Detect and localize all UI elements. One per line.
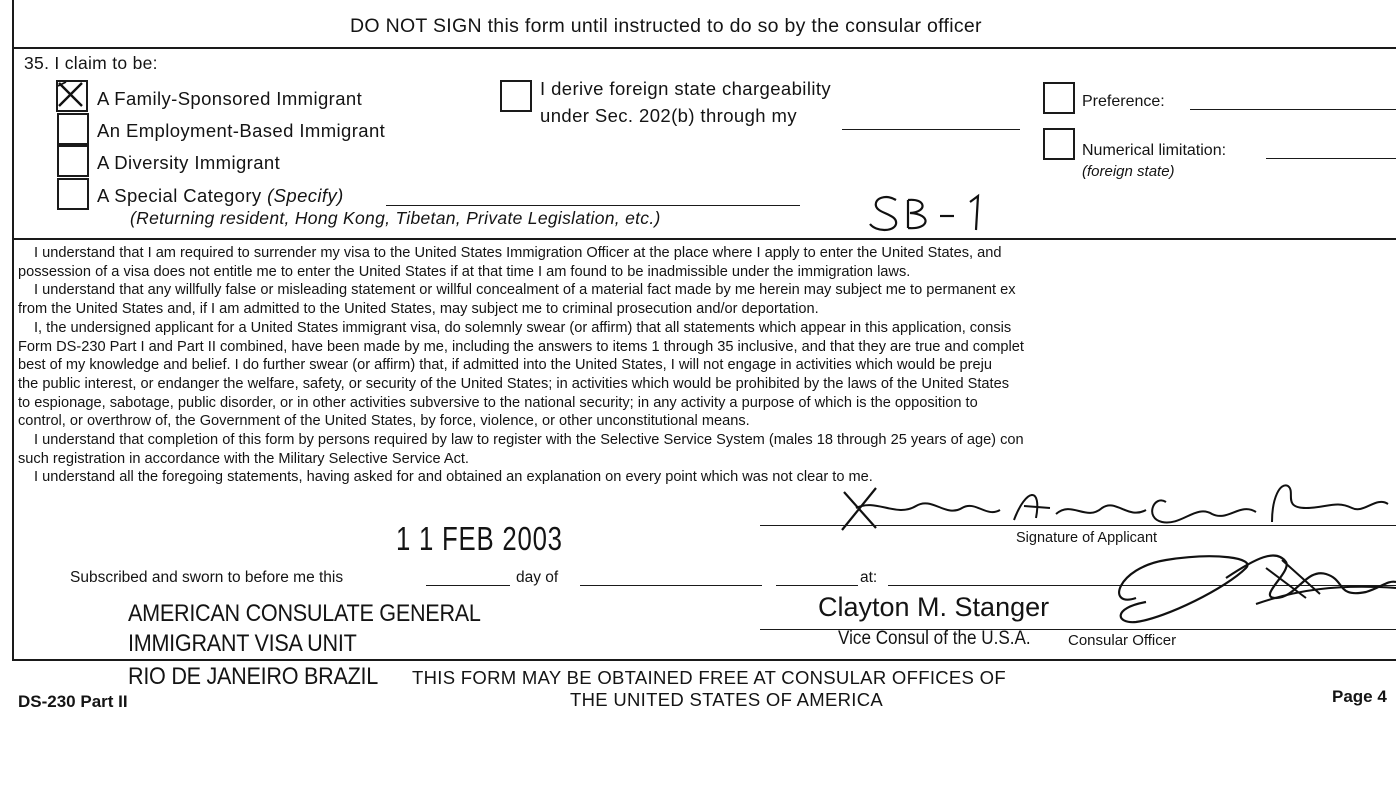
- statements-block: [18, 244, 1396, 487]
- preference-label: Preference:: [1082, 93, 1165, 110]
- claim-divider: [12, 238, 1396, 240]
- diversity-immigrant-label: A Diversity Immigrant: [97, 152, 281, 173]
- consulate-stamp-line2: IMMIGRANT VISA UNIT: [128, 630, 357, 657]
- applicant-signature-line[interactable]: [760, 525, 1396, 526]
- chargeability-line2: under Sec. 202(b) through my: [540, 105, 797, 126]
- statement-p3-line1: I, the undersigned applicant for a United States immigrant visa, do solemnly swear (or affirm) that all statements which appear in this application, consis: [34, 319, 1012, 336]
- employment-based-checkbox[interactable]: [57, 113, 89, 145]
- preference-checkbox[interactable]: [1043, 82, 1075, 114]
- free-notice-line2: THE UNITED STATES OF AMERICA: [570, 689, 883, 710]
- claim-heading: 35. I claim to be:: [24, 53, 158, 73]
- subscribed-text: Subscribed and sworn to before me this: [70, 569, 344, 586]
- year-line[interactable]: [776, 585, 858, 586]
- special-category-line[interactable]: [386, 205, 800, 206]
- handwritten-sb1-signature: [866, 192, 1006, 236]
- day-of-text: day of: [516, 569, 559, 586]
- signature-applicant-label: Signature of Applicant: [1016, 530, 1158, 546]
- applicant-signature: [836, 478, 1396, 538]
- at-text: at:: [860, 569, 878, 586]
- form-id: DS-230 Part II: [18, 692, 128, 711]
- special-category-label: [97, 185, 344, 207]
- statement-p3-line4: the public interest, or endanger the welfare, safety, or security of the United States; in activities which would be prohibited by the laws of the United States: [18, 375, 1010, 392]
- statement-p3-line3: best of my knowledge and belief. I do further swear (or affirm) that, if admitted into the United States, I will not engage in activities which would be preju: [18, 357, 992, 374]
- numerical-limitation-line[interactable]: [1266, 158, 1396, 159]
- statement-p2-line2: from the United States and, if I am admitted to the United States, may subject me to criminal prosecution and/or deportation.: [18, 301, 819, 318]
- family-sponsored-checkbox[interactable]: [56, 80, 88, 112]
- consulate-stamp-line1: AMERICAN CONSULATE GENERAL: [128, 600, 481, 627]
- special-category-text: A Special Category: [97, 185, 262, 206]
- statement-p4-line1: I understand that completion of this form by persons required by law to register with the Selective Service System (males 18 through 25 years of age) con: [34, 432, 1024, 449]
- officer-title: Vice Consul of the U.S.A.: [838, 628, 1031, 649]
- chargeability-line[interactable]: [842, 129, 1020, 130]
- statement-p3-line2: Form DS-230 Part I and Part II combined, have been made by me, including the answers to items 1 through 35 inclusive, and that they are true and complet: [18, 338, 1024, 355]
- family-sponsored-label: A Family-Sponsored Immigrant: [97, 88, 363, 109]
- checkmark-x-icon: [56, 80, 84, 108]
- sign-instruction: DO NOT SIGN this form until instructed to do so by the consular officer: [350, 15, 982, 37]
- date-stamp: 1 1 FEB 2003: [396, 520, 563, 557]
- preference-line[interactable]: [1190, 109, 1396, 110]
- officer-name: Clayton M. Stanger: [818, 592, 1050, 622]
- month-line[interactable]: [580, 585, 762, 586]
- officer-signature: [1106, 538, 1396, 628]
- foreign-state-hint: (foreign state): [1082, 163, 1175, 180]
- statement-p2-line1: I understand that any willfully false or misleading statement or willful concealment of a material fact made by me herein may subject me to permanent ex: [34, 282, 1016, 299]
- chargeability-line1: I derive foreign state chargeability: [540, 78, 832, 99]
- consulate-stamp-line3: RIO DE JANEIRO BRAZIL: [128, 663, 378, 690]
- consular-officer-label: Consular Officer: [1068, 632, 1177, 649]
- diversity-immigrant-checkbox[interactable]: [57, 145, 89, 177]
- form-bottom-border: [12, 659, 1396, 661]
- employment-based-label: An Employment-Based Immigrant: [97, 120, 386, 141]
- page-number: Page 4: [1332, 687, 1387, 706]
- statement-p1-line1: I understand that I am required to surrender my visa to the United States Immigration Officer at the place where I apply to enter the United States, and: [34, 245, 1002, 261]
- numerical-limitation-label: Numerical limitation:: [1082, 142, 1227, 159]
- statement-p5-line1: I understand all the foregoing statements, having asked for and obtained an explanation on every point which was not clear to me.: [34, 469, 873, 486]
- statement-p4-line2: such registration in accordance with the Military Selective Service Act.: [18, 450, 469, 467]
- statement-p1-line2: possession of a visa does not entitle me to enter the United States if at that time I am found to be inadmissible under the immigration laws.: [18, 263, 911, 280]
- statement-p3-line6: control, or overthrow of, the Government of the United States, by force, violence, or other unconstitutional means.: [18, 413, 750, 430]
- statement-p3-line5: to espionage, sabotage, public disorder, or in other activities subversive to the national security; in any activity a purpose of which is the opposition to: [18, 394, 978, 411]
- subscribed-day-line[interactable]: [426, 585, 510, 586]
- header-divider: [12, 47, 1396, 49]
- numerical-limitation-checkbox[interactable]: [1043, 128, 1075, 160]
- chargeability-checkbox[interactable]: [500, 80, 532, 112]
- free-notice-line1: THIS FORM MAY BE OBTAINED FREE AT CONSULAR OFFICES OF: [412, 667, 1006, 688]
- form-left-border: [12, 0, 14, 660]
- special-category-examples: (Returning resident, Hong Kong, Tibetan, Private Legislation, etc.): [130, 208, 661, 228]
- special-category-checkbox[interactable]: [57, 178, 89, 210]
- specify-hint: (Specify): [267, 185, 344, 206]
